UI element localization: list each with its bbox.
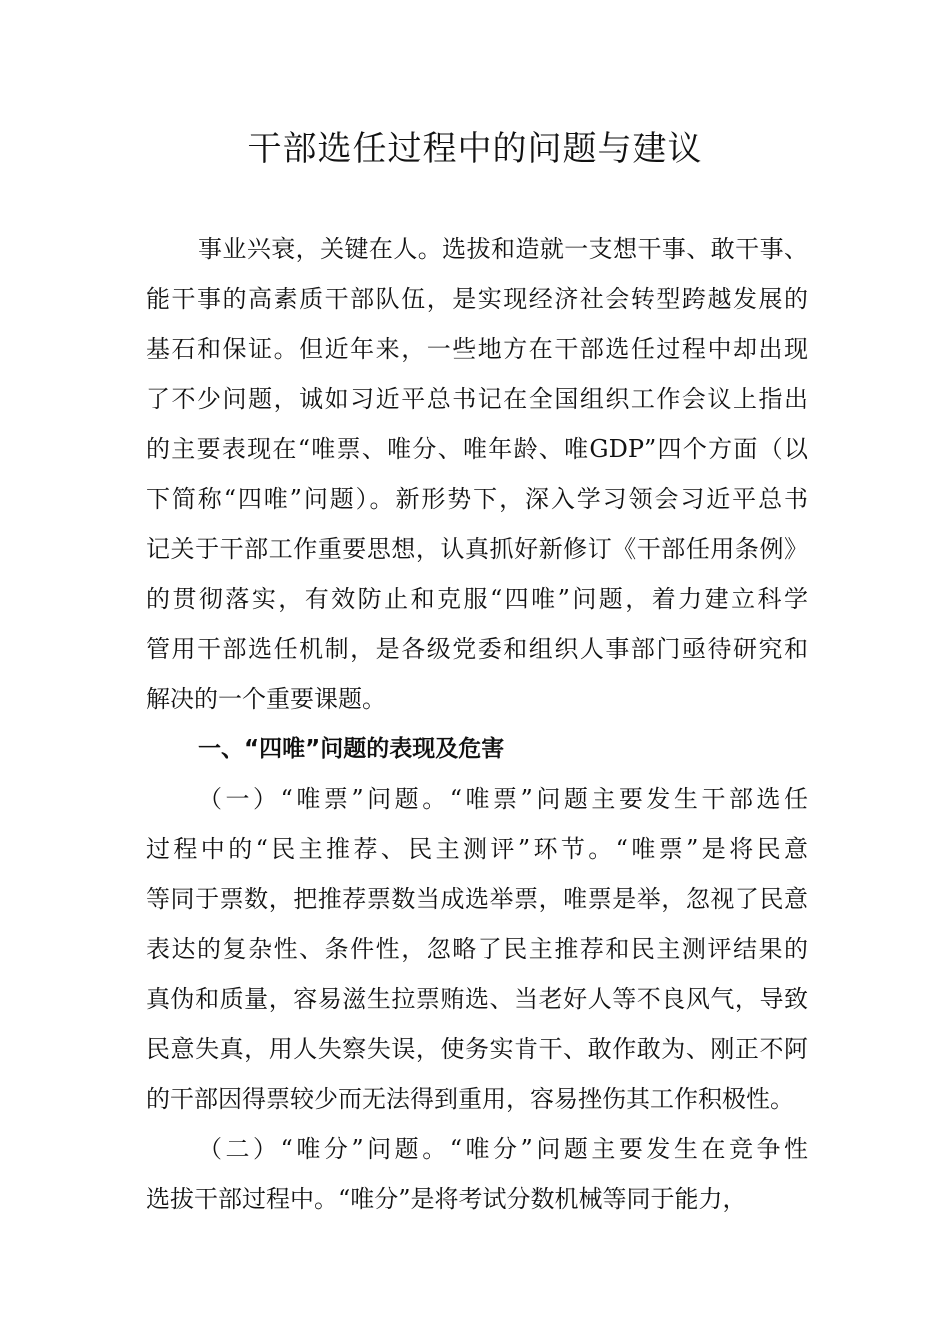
paragraph-line: 过程中的“民主推荐、民主测评”环节。“唯票”是将民意 bbox=[146, 835, 808, 863]
section-heading bbox=[146, 724, 808, 774]
paragraph-line: 基石和保证。但近年来，一些地方在干部选任过程中却出现 bbox=[146, 335, 808, 363]
paragraph-line: （一）“唯票”问题。“唯票”问题主要发生干部选任 bbox=[198, 785, 808, 813]
paragraph-line: 的贯彻落实，有效防止和克服“四唯”问题，着力建立科学 bbox=[146, 585, 808, 613]
paragraph-weipiao bbox=[146, 774, 808, 1124]
paragraph-line: 的干部因得票较少而无法得到重用，容易挫伤其工作积极性。 bbox=[146, 1085, 794, 1113]
paragraph-line: 真伪和质量，容易滋生拉票贿选、当老好人等不良风气，导致 bbox=[146, 985, 808, 1013]
paragraph-line: 事业兴衰，关键在人。选拔和造就一支想干事、敢干事、 bbox=[198, 235, 808, 263]
document-body bbox=[146, 224, 808, 1224]
paragraph-line: 记关于干部工作重要思想，认真抓好新修订《干部任用条例》 bbox=[146, 535, 808, 563]
paragraph-line: 等同于票数，把推荐票数当成选举票，唯票是举，忽视了民意 bbox=[146, 885, 808, 913]
section-heading-text: 一、“四唯”问题的表现及危害 bbox=[198, 736, 505, 762]
paragraph-line: （二）“唯分”问题。“唯分”问题主要发生在竞争性 bbox=[198, 1135, 808, 1163]
paragraph-line: 解决的一个重要课题。 bbox=[146, 685, 386, 713]
paragraph-line: 了不少问题，诚如习近平总书记在全国组织工作会议上指出 bbox=[146, 385, 808, 413]
paragraph-weifen bbox=[146, 1124, 808, 1224]
paragraph-line: 的主要表现在“唯票、唯分、唯年龄、唯GDP”四个方面（以 bbox=[146, 435, 808, 463]
paragraph-line: 民意失真，用人失察失误，使务实肯干、敢作敢为、刚正不阿 bbox=[146, 1035, 808, 1063]
paragraph-line: 表达的复杂性、条件性，忽略了民主推荐和民主测评结果的 bbox=[146, 935, 808, 963]
paragraph-line: 能干事的高素质干部队伍，是实现经济社会转型跨越发展的 bbox=[146, 285, 808, 313]
paragraph-line: 管用干部选任机制，是各级党委和组织人事部门亟待研究和 bbox=[146, 635, 808, 663]
paragraph-intro bbox=[146, 224, 808, 724]
paragraph-line: 选拔干部过程中。“唯分”是将考试分数机械等同于能力， bbox=[146, 1185, 747, 1213]
document-title: 干部选任过程中的问题与建议 bbox=[247, 129, 703, 169]
paragraph-line: 下简称“四唯”问题）。新形势下，深入学习领会习近平总书 bbox=[146, 485, 808, 513]
